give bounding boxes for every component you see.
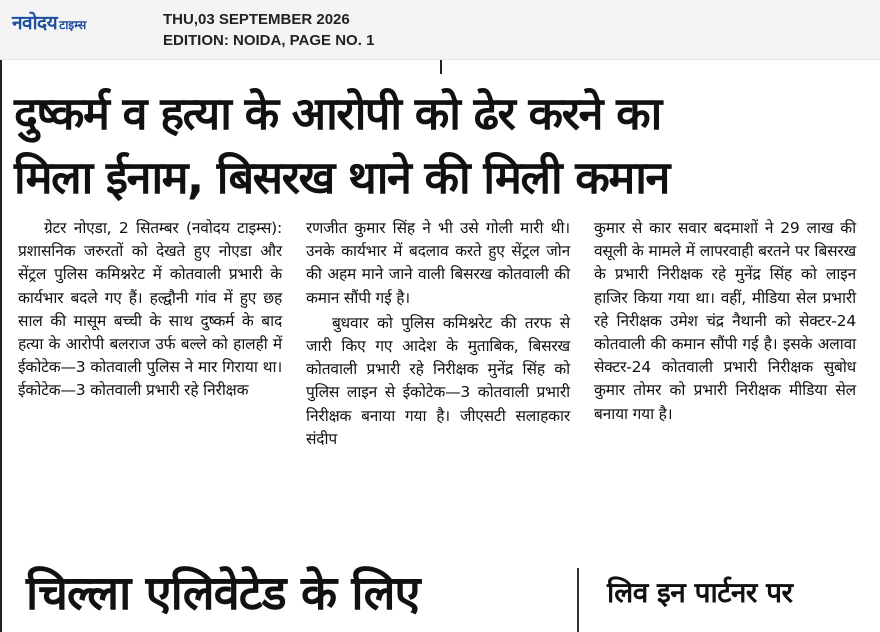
publication-date: THU,03 SEPTEMBER 2026 [163,11,350,28]
next-article-headline-right: लिव इन पार्टनर पर [607,576,793,609]
bottom-column-divider [577,568,579,632]
edition-info [163,9,374,51]
headline-line-1: दुष्कर्म व हत्या के आरोपी को ढेर करने का [14,87,661,140]
logo-sub-text: टाइम्स [59,18,87,32]
article-column-3 [594,217,856,426]
headline-line-2: मिला ईनाम, बिसरख थाने की मिली कमान [14,151,669,204]
column-2-paragraph-1: रणजीत कुमार सिंह ने भी उसे गोली मारी थी। उनके कार्यभार में बदलाव करते हुए सेंट्रल जोन की अहम माने जाने वाली बिसरख कोतवाली की कमान सौंपी गई है। [306,219,570,307]
left-border-rule [0,60,2,632]
page-header [0,0,880,60]
column-2-paragraph-2: बुधवार को पुलिस कमिश्नरेट की तरफ से जारी किए गए आदेश के मुताबिक, बिसरख कोतवाली प्रभारी रहे निरीक्षक मुनेंद्र सिंह को पुलिस लाइन से ईकोटेक—3 कोतवाली प्रभारी निरीक्षक बनाया गया है। जीएसटी सलाहकार संदीप [306,313,570,448]
article-headline [14,82,874,210]
logo-main-text: नवोदय [12,12,58,34]
newspaper-logo[interactable] [12,10,86,34]
column-3-paragraph: कुमार से कार सवार बदमाशों ने 29 लाख की वसूली के मामले में लापरवाही बरतने पर बिसरख के प्रभारी निरीक्षक रहे मुनेंद्र सिंह को लाइन हाजिर किया गया था। वहीं, मीडिया सेल प्रभारी रहे निरीक्षक उमेश चंद्र नैथानी को सेक्टर-24 कोतवाली की कमान सौंपी गई है। इसके अलावा सेक्टर-24 कोतवाली प्रभारी निरीक्षक सुबोध कुमार तोमर को प्रभारी निरीक्षक मीडिया सेल बनाया गया है। [594,219,856,423]
article-column-1 [18,217,282,403]
next-article-headline-left: चिल्ला एलिवेटेड के लिए [26,566,420,621]
article-column-2 [306,217,570,451]
column-1-paragraph: ग्रेटर नोएडा, 2 सितम्बर (नवोदय टाइम्स): प्रशासनिक जरुरतों को देखते हुए नोएडा और सेंट्रल पुलिस कमिश्नरेट में कोतवाली प्रभारी के कार्यभार बदले गए हैं। हल्द्वौनी गांव में हुए छह साल की मासूम बच्ची के साथ दुष्कर्म के बाद हत्या के आरोपी बलराज उर्फ बल्ले को हालही में ईकोटेक—3 कोतवाली पुलिस ने मार गिराया था। ईकोटेक—3 कोतवाली प्रभारी रहे निरीक्षक [18,219,282,400]
newspaper-page [0,60,880,632]
column-tick-divider [440,60,442,74]
edition-page: EDITION: NOIDA, PAGE NO. 1 [163,32,375,49]
